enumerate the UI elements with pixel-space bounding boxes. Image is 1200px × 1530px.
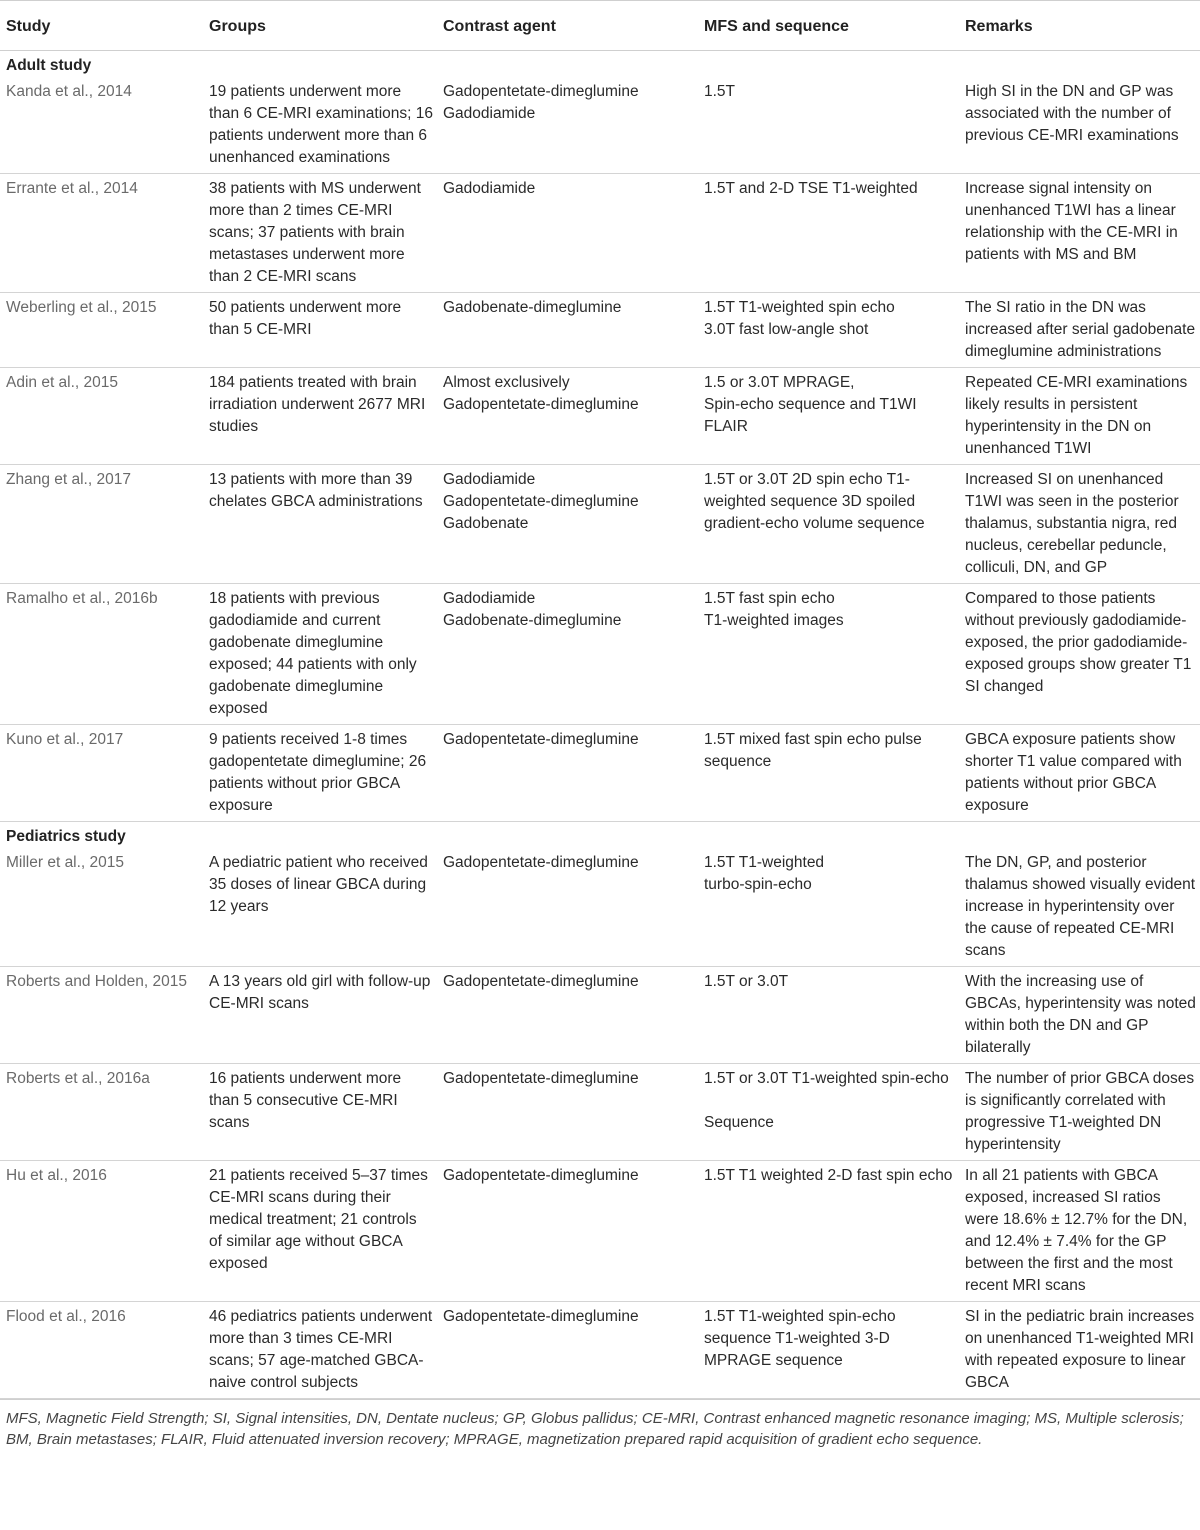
cell-study: Weberling et al., 2015	[0, 293, 203, 368]
table-row	[0, 174, 1200, 293]
cell-mfs-sequence	[698, 1161, 959, 1302]
cell-mfs-sequence	[698, 584, 959, 725]
cell-study: Kanda et al., 2014	[0, 77, 203, 174]
section-title: Adult study	[6, 57, 92, 74]
contrast-agent-line: Almost exclusively	[443, 374, 570, 391]
section-row	[0, 822, 1200, 849]
contrast-agent-line: Gadopentetate-dimeglumine	[443, 854, 639, 871]
cell-contrast-agent	[437, 465, 698, 584]
table-row	[0, 368, 1200, 465]
cell-mfs-sequence	[698, 368, 959, 465]
cell-remarks: SI in the pediatric brain increases on unenhanced T1-weighted MRI with repeated exposure to linear GBCA	[959, 1302, 1200, 1399]
table-row	[0, 465, 1200, 584]
contrast-agent-line: Gadopentetate-dimeglumine	[443, 396, 639, 413]
cell-study: Roberts and Holden, 2015	[0, 967, 203, 1064]
contrast-agent-line: Gadopentetate-dimeglumine	[443, 83, 639, 100]
contrast-agent-line: Gadopentetate-dimeglumine	[443, 1308, 639, 1325]
cell-groups: 50 patients underwent more than 5 CE-MRI	[203, 293, 437, 368]
cell-remarks: Increase signal intensity on unenhanced T1WI has a linear relationship with the CE-MRI in patients with MS and BM	[959, 174, 1200, 293]
cell-study: Zhang et al., 2017	[0, 465, 203, 584]
mfs-line: Sequence	[704, 1114, 774, 1131]
cell-study: Hu et al., 2016	[0, 1161, 203, 1302]
header-row	[0, 1, 1200, 51]
contrast-agent-line: Gadobenate-dimeglumine	[443, 612, 622, 629]
cell-remarks: The SI ratio in the DN was increased after serial gadobenate dimeglumine administrations	[959, 293, 1200, 368]
mfs-line: Spin-echo sequence and T1WI FLAIR	[704, 396, 917, 435]
cell-groups: 18 patients with previous gadodiamide and current gadobenate dimeglumine exposed; 44 patients with only gadobenate dimeglumine exposed	[203, 584, 437, 725]
contrast-agent-line: Gadodiamide	[443, 471, 536, 488]
cell-groups: 21 patients received 5–37 times CE-MRI scans during their medical treatment; 21 controls of similar age without GBCA exposed	[203, 1161, 437, 1302]
cell-study: Ramalho et al., 2016b	[0, 584, 203, 725]
header-contrast-agent: Contrast agent	[437, 1, 698, 51]
mfs-line: 3.0T fast low-angle shot	[704, 321, 869, 338]
cell-mfs-sequence	[698, 1064, 959, 1161]
cell-study: Adin et al., 2015	[0, 368, 203, 465]
cell-contrast-agent	[437, 848, 698, 967]
cell-mfs-sequence	[698, 1302, 959, 1399]
cell-contrast-agent	[437, 174, 698, 293]
table-row	[0, 293, 1200, 368]
cell-contrast-agent	[437, 1302, 698, 1399]
cell-groups: A pediatric patient who received 35 doses of linear GBCA during 12 years	[203, 848, 437, 967]
cell-contrast-agent	[437, 725, 698, 822]
cell-remarks: The DN, GP, and posterior thalamus showed visually evident increase in hyperintensity over the cause of repeated CE-MRI scans	[959, 848, 1200, 967]
cell-mfs-sequence	[698, 174, 959, 293]
mfs-line: T1-weighted images	[704, 612, 844, 629]
cell-remarks: Compared to those patients without previously gadodiamide-exposed, the prior gadodiamide-exposed groups show greater T1 SI changed	[959, 584, 1200, 725]
section-title: Pediatrics study	[6, 828, 126, 845]
contrast-agent-line: Gadobenate-dimeglumine	[443, 299, 622, 316]
table-row	[0, 1064, 1200, 1161]
cell-groups: 38 patients with MS underwent more than 2 times CE-MRI scans; 37 patients with brain metastases underwent more than 2 CE-MRI scans	[203, 174, 437, 293]
cell-groups: 13 patients with more than 39 chelates GBCA administrations	[203, 465, 437, 584]
table-row	[0, 584, 1200, 725]
contrast-agent-line: Gadopentetate-dimeglumine	[443, 973, 639, 990]
contrast-agent-line: Gadodiamide	[443, 105, 536, 122]
cell-remarks: In all 21 patients with GBCA exposed, increased SI ratios were 18.6% ± 12.7% for the DN, and 12.4% ± 7.4% for the GP between the first and the most recent MRI scans	[959, 1161, 1200, 1302]
cell-remarks: With the increasing use of GBCAs, hyperintensity was noted within both the DN and GP bilaterally	[959, 967, 1200, 1064]
table-row	[0, 848, 1200, 967]
cell-mfs-sequence	[698, 465, 959, 584]
table-row	[0, 1302, 1200, 1399]
cell-remarks: Increased SI on unenhanced T1WI was seen in the posterior thalamus, substantia nigra, red nucleus, cerebellar peduncle, colliculi, DN, and GP	[959, 465, 1200, 584]
header-remarks: Remarks	[959, 1, 1200, 51]
mfs-line: 1.5T T1-weighted spin-echo sequence T1-weighted 3-D MPRAGE sequence	[704, 1308, 896, 1369]
table-row	[0, 1161, 1200, 1302]
cell-contrast-agent	[437, 368, 698, 465]
mfs-line: 1.5T T1-weighted spin echo	[704, 299, 895, 316]
cell-mfs-sequence	[698, 848, 959, 967]
header-mfs-sequence: MFS and sequence	[698, 1, 959, 51]
mfs-line: 1.5 or 3.0T MPRAGE,	[704, 374, 855, 391]
cell-study: Errante et al., 2014	[0, 174, 203, 293]
table-row	[0, 967, 1200, 1064]
cell-study: Roberts et al., 2016a	[0, 1064, 203, 1161]
mfs-line: turbo-spin-echo	[704, 876, 812, 893]
cell-mfs-sequence	[698, 725, 959, 822]
mfs-line: 1.5T fast spin echo	[704, 590, 835, 607]
contrast-agent-line: Gadopentetate-dimeglumine	[443, 731, 639, 748]
contrast-agent-line: Gadodiamide	[443, 590, 536, 607]
cell-remarks: The number of prior GBCA doses is significantly correlated with progressive T1-weighted DN hyperintensity	[959, 1064, 1200, 1161]
cell-study: Kuno et al., 2017	[0, 725, 203, 822]
section-row	[0, 51, 1200, 78]
cell-groups: 184 patients treated with brain irradiation underwent 2677 MRI studies	[203, 368, 437, 465]
contrast-agent-line: Gadodiamide	[443, 180, 536, 197]
cell-groups: 19 patients underwent more than 6 CE-MRI examinations; 16 patients underwent more than 6 unenhanced examinations	[203, 77, 437, 174]
mfs-line: 1.5T T1-weighted	[704, 854, 825, 871]
mfs-line: 1.5T mixed fast spin echo pulse sequence	[704, 731, 922, 770]
table-row	[0, 725, 1200, 822]
mfs-line: 1.5T and 2-D TSE T1-weighted	[704, 180, 918, 197]
cell-mfs-sequence	[698, 293, 959, 368]
cell-remarks: High SI in the DN and GP was associated with the number of previous CE-MRI examinations	[959, 77, 1200, 174]
cell-study: Miller et al., 2015	[0, 848, 203, 967]
cell-contrast-agent	[437, 77, 698, 174]
table-footnote: MFS, Magnetic Field Strength; SI, Signal intensities, DN, Dentate nucleus; GP, Globus pallidus; CE-MRI, Contrast enhanced magnetic resonance imaging; MS, Multiple sclerosis; BM, Brain metastases; FLAIR, Fluid attenuated inversion recovery; MPRAGE, magnetization prepared rapid acquisition of gradient echo sequence.	[0, 1399, 1200, 1450]
cell-mfs-sequence	[698, 967, 959, 1064]
cell-groups: A 13 years old girl with follow-up CE-MRI scans	[203, 967, 437, 1064]
cell-groups: 9 patients received 1-8 times gadopentetate dimeglumine; 26 patients without prior GBCA exposure	[203, 725, 437, 822]
cell-contrast-agent	[437, 1064, 698, 1161]
contrast-agent-line: Gadopentetate-dimeglumine	[443, 493, 639, 510]
cell-groups: 16 patients underwent more than 5 consecutive CE-MRI scans	[203, 1064, 437, 1161]
mfs-line: 1.5T or 3.0T 2D spin echo T1-weighted sequence 3D spoiled gradient-echo volume sequence	[704, 471, 925, 532]
mfs-line: 1.5T	[704, 83, 736, 100]
cell-remarks: GBCA exposure patients show shorter T1 value compared with patients without prior GBCA exposure	[959, 725, 1200, 822]
mfs-line: 1.5T T1 weighted 2-D fast spin echo	[704, 1167, 953, 1184]
cell-contrast-agent	[437, 1161, 698, 1302]
table-row	[0, 77, 1200, 174]
header-study: Study	[0, 1, 203, 51]
mfs-gap	[704, 1090, 955, 1112]
contrast-agent-line: Gadopentetate-dimeglumine	[443, 1070, 639, 1087]
contrast-agent-line: Gadopentetate-dimeglumine	[443, 1167, 639, 1184]
cell-mfs-sequence	[698, 77, 959, 174]
contrast-agent-line: Gadobenate	[443, 515, 529, 532]
cell-groups: 46 pediatrics patients underwent more than 3 times CE-MRI scans; 57 age-matched GBCA-naive control subjects	[203, 1302, 437, 1399]
cell-contrast-agent	[437, 584, 698, 725]
cell-contrast-agent	[437, 293, 698, 368]
cell-remarks: Repeated CE-MRI examinations likely results in persistent hyperintensity in the DN on unenhanced T1WI	[959, 368, 1200, 465]
cell-study: Flood et al., 2016	[0, 1302, 203, 1399]
cell-contrast-agent	[437, 967, 698, 1064]
header-groups: Groups	[203, 1, 437, 51]
table-header	[0, 1, 1200, 51]
mfs-line: 1.5T or 3.0T	[704, 973, 789, 990]
mfs-line: 1.5T or 3.0T T1-weighted spin-echo	[704, 1070, 949, 1087]
table-body	[0, 51, 1200, 1399]
